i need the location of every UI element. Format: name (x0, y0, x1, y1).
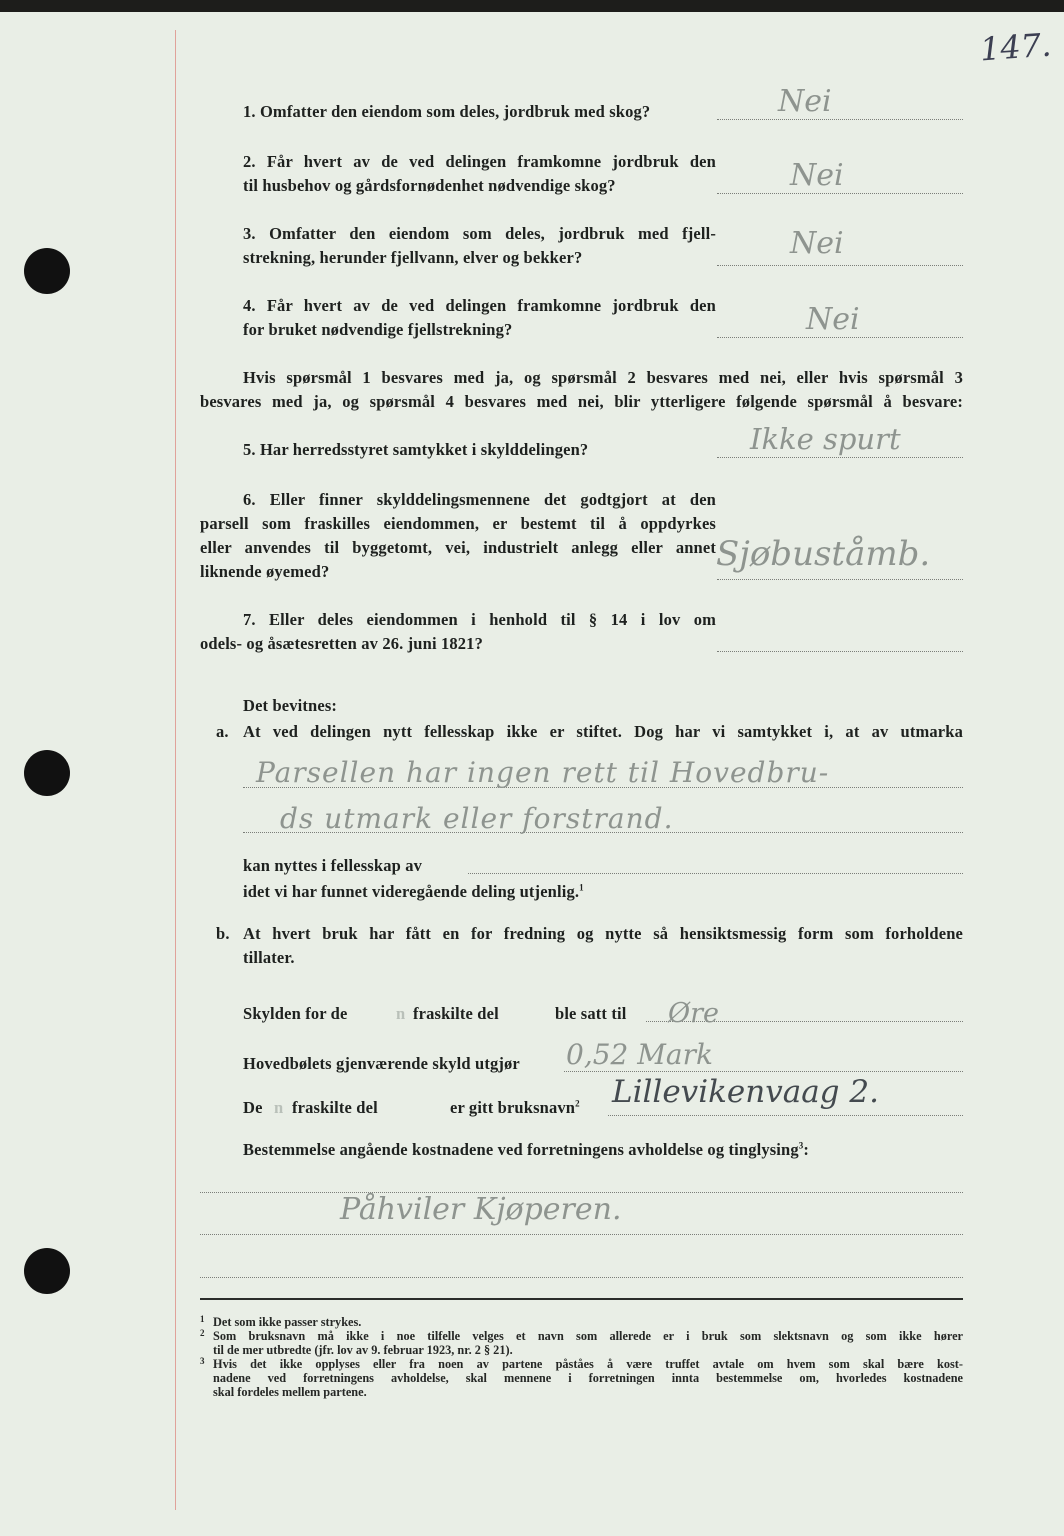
answer-1: Nei (778, 84, 832, 119)
footnote-3-line-2: nadene ved forretningens avholdelse, skal mennene i forretningen innta bestemmelse om, hvorledes kostnadene (213, 1371, 963, 1385)
answer-line-7 (717, 651, 963, 652)
question-6-line-4: liknende øyemed? (200, 562, 330, 581)
skyld-row2-label: Hovedbølets gjenværende skyld utgjør (243, 1054, 520, 1073)
question-6-line-1: 6. Eller finner skylddelingsmennene det godtgjort at den (243, 490, 716, 509)
question-3-line-2: strekning, herunder fjellvann, elver og bekker? (243, 248, 583, 267)
item-b-letter: b. (216, 924, 230, 943)
skyld-row3-de: De (243, 1098, 263, 1117)
skyld-row3-n: n (274, 1098, 284, 1117)
question-7-line-2: odels- og åsætesretten av 26. juni 1821? (200, 634, 483, 653)
answer-line-6 (717, 579, 963, 580)
skyld-row1-satt-til: ble satt til (555, 1004, 627, 1023)
bevitnes-heading: Det bevitnes: (243, 696, 338, 715)
footnote-3-marker: 3 (200, 1356, 205, 1366)
page-number: 147. (978, 25, 1053, 69)
skyld-row1-fraskilte: fraskilte del (413, 1004, 499, 1023)
kostnader-line-3 (200, 1277, 963, 1278)
answer-2: Nei (790, 158, 844, 193)
question-4-line-2: for bruket nødvendige fjellstrekning? (243, 320, 513, 339)
item-a-handwriting-1: Parsellen har ingen rett til Hovedbru- (256, 756, 830, 789)
skyld-row2-value: 0,52 Mark (566, 1038, 713, 1071)
item-b-line-1: At hvert bruk har fått en for fredning og nytte så hensiktsmessig form som forholdene (243, 924, 963, 943)
answer-line-2 (717, 193, 963, 194)
question-6-line-2: parsell som fraskilles eiendommen, er bestemt til å oppdyrkes (200, 514, 716, 533)
footnote-2-marker: 2 (200, 1328, 205, 1338)
footnote-2-line-1: Som bruksnavn må ikke i noe tilfelle velges et navn som allerede er i bruk som slektsnavn og som ikke hører (213, 1329, 963, 1343)
condition-line-1: Hvis spørsmål 1 besvares med ja, og spørsmål 2 besvares med nei, eller hvis spørsmål 3 (243, 368, 963, 387)
question-4-line-1: 4. Får hvert av de ved delingen framkomne jordbruk den (243, 296, 716, 315)
punch-hole-top (24, 248, 70, 294)
question-2-line-2: til husbehov og gårdsfornødenhet nødvendige skog? (243, 176, 616, 195)
kostnader-label: Bestemmelse angående kostnadene ved forretningens avholdelse og tinglysing$^3$: (243, 1140, 810, 1159)
question-1: 1. Omfatter den eiendom som deles, jordbruk med skog? (243, 102, 651, 121)
document-page (0, 12, 1064, 1536)
item-a-text: At ved delingen nytt fellesskap ikke er stiftet. Dog har vi samtykket i, at av utmarka (243, 722, 963, 741)
footnote-1-marker: 1 (200, 1314, 205, 1324)
punch-hole-bottom (24, 1248, 70, 1294)
item-a-kan-nyttes: kan nyttes i fellesskap av (243, 856, 423, 875)
skyld-row3-bruksnavn: er gitt bruksnavn$^2$ (450, 1098, 580, 1117)
question-6-line-3: eller anvendes til byggetomt, vei, industrielt anlegg eller annet (200, 538, 716, 557)
skyld-row1-label: Skylden for de (243, 1004, 348, 1023)
question-3-line-1: 3. Omfatter den eiendom som deles, jordbruk med fjell- (243, 224, 716, 243)
skyld-row3-fraskilte: fraskilte del (292, 1098, 378, 1117)
question-2-line-1: 2. Får hvert av de ved delingen framkomne jordbruk den (243, 152, 716, 171)
footnote-3-line-3: skal fordeles mellem partene. (213, 1385, 367, 1399)
footnote-1: Det som ikke passer strykes. (213, 1315, 362, 1329)
item-a-kan-line (468, 873, 963, 874)
footnote-2-line-2: til de mer utbredte (jfr. lov av 9. februar 1923, nr. 2 § 21). (213, 1343, 513, 1357)
kostnader-line-2 (200, 1234, 963, 1235)
skyld-row3-line (608, 1115, 963, 1116)
kostnader-value: Påhviler Kjøperen. (340, 1192, 622, 1227)
answer-4: Nei (806, 302, 860, 337)
answer-line-1 (717, 119, 963, 120)
answer-5: Ikke spurt (750, 422, 901, 456)
margin-rule (175, 30, 176, 1510)
answer-6: Sjøbuståmb. (716, 534, 931, 574)
condition-line-2: besvares med ja, og spørsmål 4 besvares med nei, blir ytterligere følgende spørsmål å besvare: (200, 392, 963, 411)
question-5: 5. Har herredsstyret samtykket i skylddelingen? (243, 440, 589, 459)
item-a-handwriting-2: ds utmark eller forstrand. (280, 802, 674, 835)
answer-line-3 (717, 265, 963, 266)
punch-hole-middle (24, 750, 70, 796)
question-7-line-1: 7. Eller deles eiendommen i henhold til § 14 i lov om (243, 610, 716, 629)
item-b-line-2: tillater. (243, 948, 295, 967)
skyld-row3-value: Lillevikenvaag 2. (612, 1074, 879, 1110)
skyld-row2-line (564, 1071, 963, 1072)
footnote-3-line-1: Hvis det ikke opplyses eller fra noen av partene påståes å være truffet avtale om hvem som skal bære kost- (213, 1357, 963, 1371)
skyld-row1-value: Øre (668, 998, 720, 1029)
skyld-row1-n: n (396, 1004, 406, 1023)
footnote-separator (200, 1298, 963, 1300)
answer-line-5 (717, 457, 963, 458)
item-a-letter: a. (216, 722, 229, 741)
answer-line-4 (717, 337, 963, 338)
item-a-idet: idet vi har funnet videregående deling utjenlig.$^1$ (243, 882, 584, 901)
answer-3: Nei (790, 226, 844, 261)
